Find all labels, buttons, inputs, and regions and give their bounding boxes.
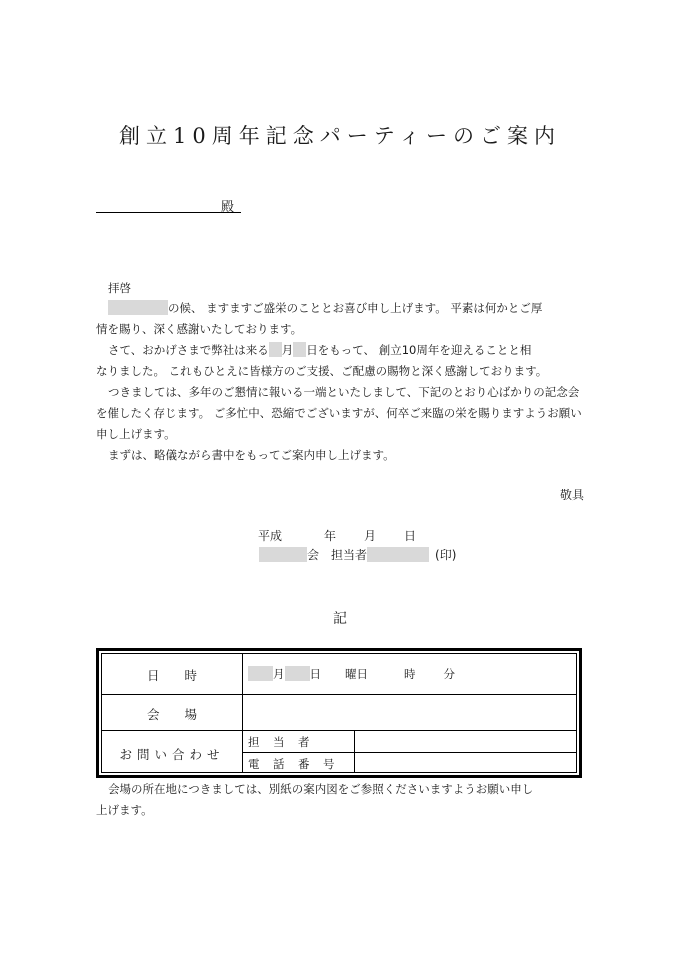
row-divider-3: [242, 752, 576, 753]
table-weekday: 曜日: [345, 667, 368, 681]
row-datetime-value: [248, 666, 455, 682]
person-name-blank: [367, 547, 429, 562]
table-month-blank: [248, 666, 273, 681]
season-blank: [108, 300, 168, 315]
paragraph-3-line-3: 申し上げます。: [96, 427, 176, 441]
row-contact-label: お問い合わせ: [119, 747, 225, 762]
label-column-divider: [242, 654, 243, 772]
sender-org-suffix: 会: [307, 548, 320, 562]
table-hour: 時: [404, 667, 416, 681]
date-line: [258, 527, 416, 544]
table-day: 日: [309, 667, 321, 681]
date-day: 日: [404, 529, 417, 543]
recipient-name-line: [96, 212, 241, 213]
row-venue-label: 会 場: [146, 707, 197, 722]
paragraph-2-line-2: なりました。 これもひとえに皆様方のご支援、ご配慮の賜物と深く感謝しております。: [96, 364, 548, 378]
day-blank: [293, 342, 306, 357]
row-contact-person-label: 担 当 者: [248, 735, 311, 749]
table-minute: 分: [443, 667, 455, 681]
sender-seal: (印): [435, 548, 457, 562]
details-table-inner: [101, 653, 577, 773]
closing-keigu: 敬具: [559, 488, 584, 502]
sub-column-divider: [354, 730, 355, 772]
ki-heading: 記: [333, 611, 347, 627]
greeting: 拝啓: [108, 281, 131, 295]
paragraph-1-line-1: [108, 300, 542, 316]
recipient-suffix: 殿: [221, 200, 235, 215]
details-table: [96, 648, 582, 778]
month-blank: [269, 342, 282, 357]
paragraph-2-text-c: 日をもって、 創立10周年を迎えることと相: [306, 343, 532, 357]
date-year: 年: [324, 529, 337, 543]
paragraph-3-line-2: を催したく存じます。 ご多忙中、恐縮でございますが、何卒ご来臨の栄を賜りますようお願い: [96, 406, 582, 420]
org-name-blank: [259, 547, 307, 562]
row-divider-2: [102, 730, 576, 731]
paragraph-2-month: 月: [281, 343, 294, 357]
sender-line: [259, 546, 456, 563]
footer-note-line-2: 上げます。: [96, 803, 153, 817]
paragraph-1-text: の候、 ますますご盛栄のこととお喜び申し上げます。 平素は何かとご厚: [168, 301, 543, 315]
paragraph-2-line-1: [108, 342, 531, 358]
table-month: 月: [273, 667, 285, 681]
row-datetime-label: 日 時: [146, 668, 197, 683]
table-day-blank: [285, 666, 310, 681]
row-divider-1: [102, 694, 576, 695]
paragraph-4-line-1: まずは、略儀ながら書中をもってご案内申し上げます。: [108, 448, 395, 462]
sender-person-label: 担当者: [331, 548, 368, 562]
footer-note-line-1: 会場の所在地につきましては、別紙の案内図をご参照くださいますようお願い申し: [108, 782, 534, 796]
page-title: 創立10周年記念パーティーのご案内: [118, 124, 562, 148]
row-contact-phone-label: 電 話 番 号: [248, 757, 336, 771]
paragraph-2-text-a: さて、おかげさまで弊社は来る: [108, 343, 269, 357]
paragraph-1-line-2: 情を賜り、深く感謝いたしております。: [96, 322, 303, 336]
date-era: 平成: [258, 529, 283, 543]
date-month: 月: [364, 529, 377, 543]
paragraph-3-line-1: つきましては、多年のご懇情に報いる一端といたしまして、下記のとおり心ばかりの記念会: [108, 385, 580, 399]
